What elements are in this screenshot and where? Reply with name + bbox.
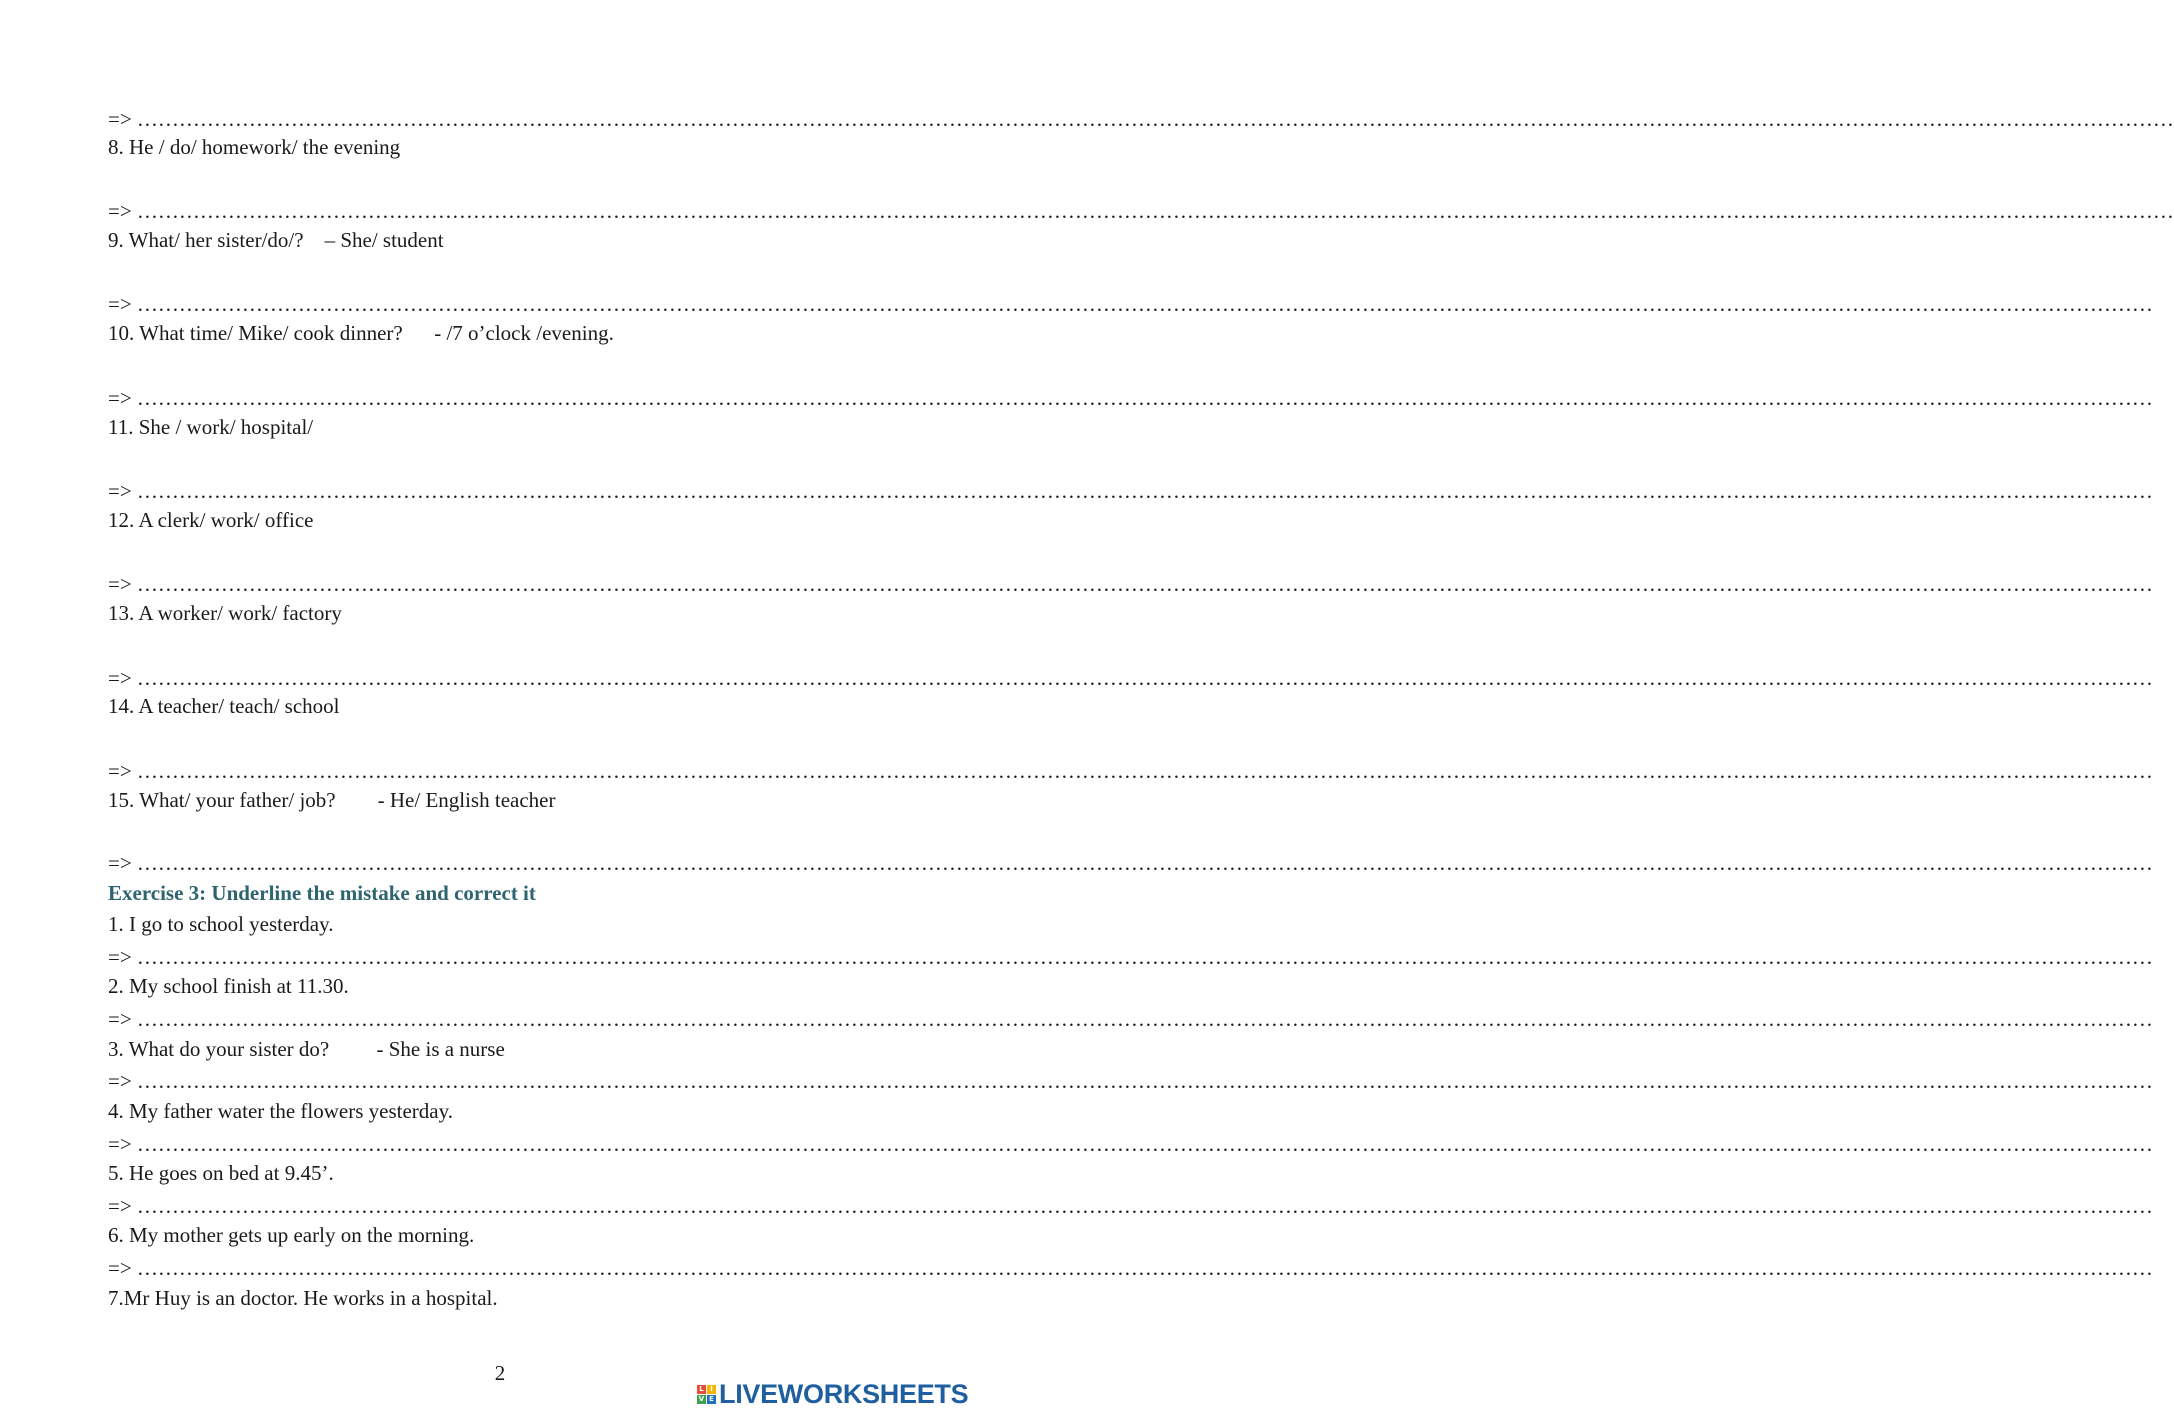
answer-line-7[interactable]: => ………………………………………………………………………………………………………………………………………………………………………………………………………………………………………………………………… xyxy=(108,107,2174,131)
answer-line-9[interactable]: => ……………………………………………………………………………………………………………………………………………………………………………………………………………………………………………………………… xyxy=(108,292,2153,316)
logo-tile-i: I xyxy=(707,1385,716,1394)
ex3-answer-line-5[interactable]: => ……………………………………………………………………………………………………………………………………………………………………………………………………………………………………………………………… xyxy=(108,1194,2153,1218)
answer-line-8[interactable]: => ………………………………………………………………………………………………………………………………………………………………………………………………………………………………………………………………… xyxy=(108,199,2174,223)
liveworksheets-wordmark: LIVEWORKSHEETS xyxy=(719,1378,969,1409)
question-15: 15. What/ your father/ job? - He/ English teacher xyxy=(108,788,556,812)
answer-line-15[interactable]: => ……………………………………………………………………………………………………………………………………………………………………………………………………………………………………………………………… xyxy=(108,851,2153,875)
question-13: 13. A worker/ work/ factory xyxy=(108,601,342,625)
question-9: 9. What/ her sister/do/? – She/ student xyxy=(108,228,444,252)
question-8: 8. He / do/ homework/ the evening xyxy=(108,135,401,159)
ex3-answer-line-3[interactable]: => ……………………………………………………………………………………………………………………………………………………………………………………………………………………………………………………………… xyxy=(108,1069,2153,1093)
ex3-answer-line-1[interactable]: => ……………………………………………………………………………………………………………………………………………………………………………………………………………………………………………………………… xyxy=(108,945,2153,969)
ex3-question-7: 7.Mr Huy is an doctor. He works in a hospital. xyxy=(108,1286,498,1310)
logo-tile-v: V xyxy=(698,1394,705,1403)
answer-line-14[interactable]: => ……………………………………………………………………………………………………………………………………………………………………………………………………………………………………………………………… xyxy=(108,759,2153,783)
ex3-question-4: 4. My father water the flowers yesterday. xyxy=(108,1099,454,1123)
liveworksheets-logo[interactable] xyxy=(697,1380,968,1408)
ex3-answer-line-6[interactable]: => ……………………………………………………………………………………………………………………………………………………………………………………………………………………………………………………………… xyxy=(108,1256,2153,1280)
question-10: 10. What time/ Mike/ cook dinner? - /7 o’clock /evening. xyxy=(108,321,614,345)
ex3-answer-line-2[interactable]: => ……………………………………………………………………………………………………………………………………………………………………………………………………………………………………………………………… xyxy=(108,1007,2153,1031)
exercise-3-heading: Exercise 3: Underline the mistake and correct it xyxy=(108,881,536,905)
logo-tile-e: E xyxy=(707,1395,716,1404)
ex3-question-5: 5. He goes on bed at 9.45’. xyxy=(108,1161,334,1185)
answer-line-10[interactable]: => ……………………………………………………………………………………………………………………………………………………………………………………………………………………………………………………………… xyxy=(108,386,2153,410)
ex3-question-2: 2. My school finish at 11.30. xyxy=(108,974,349,998)
answer-line-11[interactable]: => ……………………………………………………………………………………………………………………………………………………………………………………………………………………………………………………………… xyxy=(108,479,2153,503)
question-14: 14. A teacher/ teach/ school xyxy=(108,694,340,718)
answer-line-12[interactable]: => ……………………………………………………………………………………………………………………………………………………………………………………………………………………………………………………………… xyxy=(108,572,2153,596)
liveworksheets-logo-icon xyxy=(697,1385,716,1404)
page-number: 2 xyxy=(494,1361,506,1385)
question-11: 11. She / work/ hospital/ xyxy=(108,415,314,439)
question-12: 12. A clerk/ work/ office xyxy=(108,508,314,532)
ex3-question-1: 1. I go to school yesterday. xyxy=(108,912,334,936)
logo-tile-l: L xyxy=(697,1385,706,1394)
ex3-question-3: 3. What do your sister do? - She is a nurse xyxy=(108,1037,505,1061)
ex3-answer-line-4[interactable]: => ……………………………………………………………………………………………………………………………………………………………………………………………………………………………………………………………… xyxy=(108,1132,2153,1156)
ex3-question-6: 6. My mother gets up early on the morning. xyxy=(108,1223,475,1247)
answer-line-13[interactable]: => ……………………………………………………………………………………………………………………………………………………………………………………………………………………………………………………………… xyxy=(108,666,2153,690)
